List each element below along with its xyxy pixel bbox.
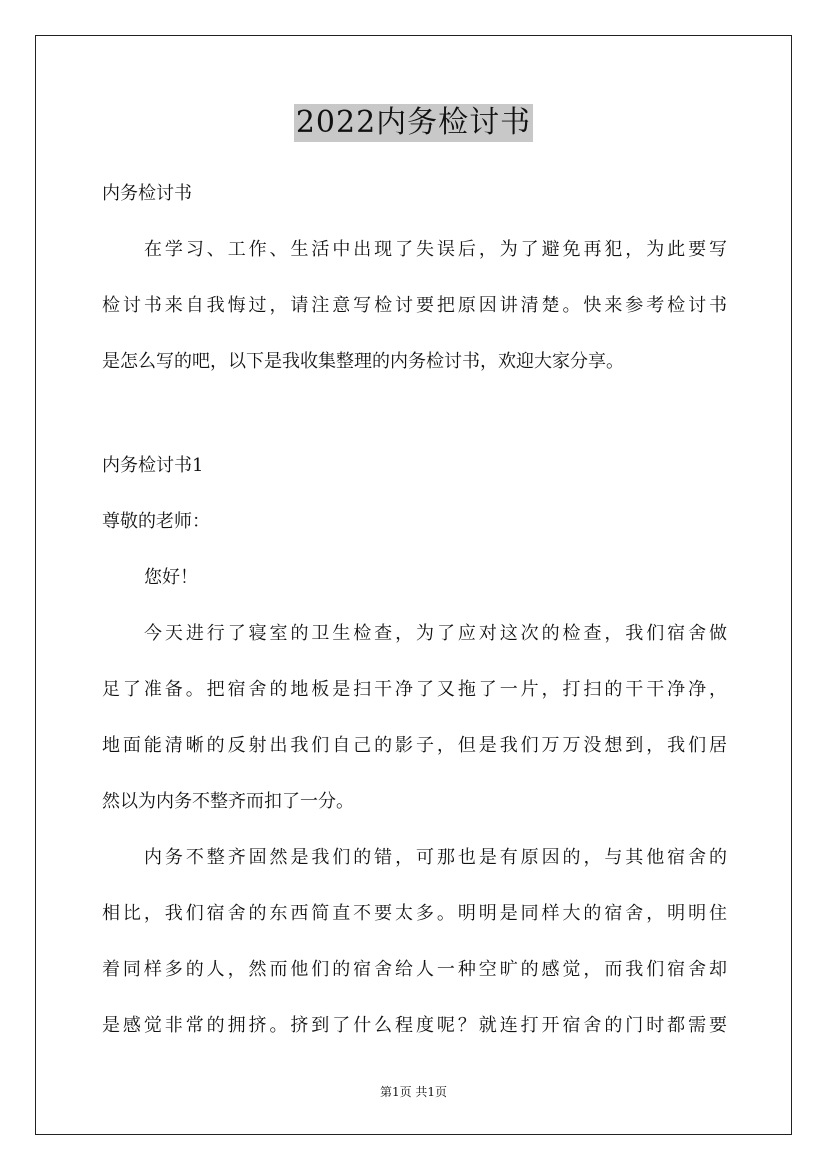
paragraph-line: 今天进行了寝室的卫生检查，为了应对这次的检查，我们宿舍做 xyxy=(144,623,727,644)
paragraph-line: 地面能清晰的反射出我们自己的影子，但是我们万万没想到，我们居 xyxy=(102,735,727,756)
section-title: 内务检讨书1 xyxy=(102,455,204,476)
title-container xyxy=(0,104,827,142)
greeting: 您好！ xyxy=(144,567,198,588)
intro-line: 检讨书来自我悔过，请注意写检讨要把原因讲清楚。快来参考检讨书 xyxy=(102,295,727,316)
paragraph-line: 相比，我们宿舍的东西简直不要太多。明明是同样大的宿舍，明明住 xyxy=(102,903,727,924)
paragraph-line: 是感觉非常的拥挤。挤到了什么程度呢？就连打开宿舍的门时都需要 xyxy=(102,1015,727,1036)
intro-line: 是怎么写的吧，以下是我收集整理的内务检讨书，欢迎大家分享。 xyxy=(102,351,624,372)
paragraph-line: 着同样多的人，然而他们的宿舍给人一种空旷的感觉，而我们宿舍却 xyxy=(102,959,727,980)
page-footer: 第1页 共1页 xyxy=(379,1085,448,1099)
paragraph-line: 足了准备。把宿舍的地板是扫干净了又拖了一片，打扫的干干净净， xyxy=(102,679,727,700)
salutation: 尊敬的老师： xyxy=(102,511,210,532)
document-title: 2022内务检讨书 xyxy=(295,105,532,140)
paragraph-line: 然以为内务不整齐而扣了一分。 xyxy=(102,791,354,812)
paragraph-line: 内务不整齐固然是我们的错，可那也是有原因的，与其他宿舍的 xyxy=(144,847,727,868)
intro-line: 在学习、工作、生活中出现了失误后，为了避免再犯，为此要写 xyxy=(144,239,727,260)
document-heading: 内务检讨书 xyxy=(102,183,192,204)
document-body xyxy=(102,176,727,1064)
spacer xyxy=(102,400,727,448)
